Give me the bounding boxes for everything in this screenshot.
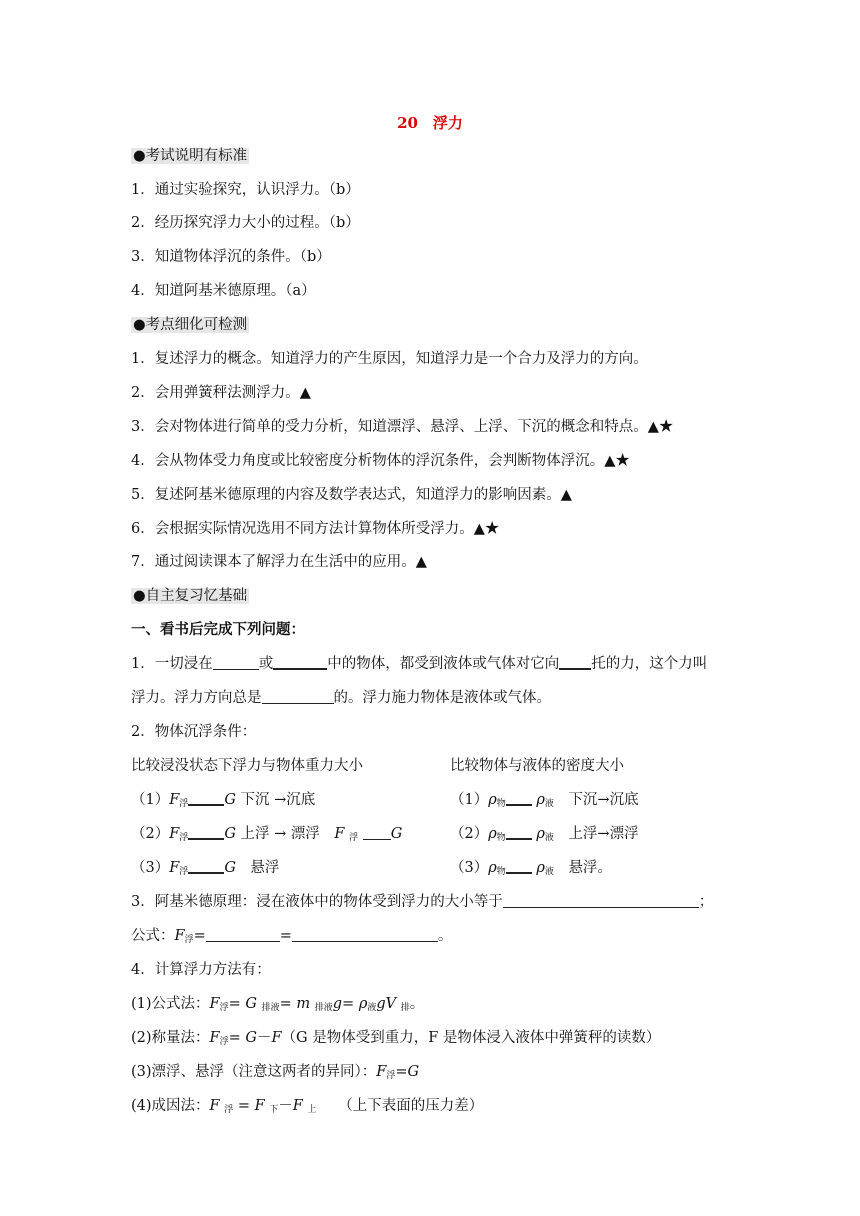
question-2: 2．物体沉浮条件： (131, 724, 257, 740)
list-item: 3．知道物体浮沉的条件。（b） (131, 249, 331, 265)
blank-field[interactable] (213, 655, 259, 670)
condition-left-3: $(3)F_浮$ G 悬浮 (131, 860, 280, 877)
list-item: 1．通过实验探究，认识浮力。（b） (131, 182, 360, 198)
page-title: 20 浮力 (397, 114, 463, 132)
condition-right-2: $(2)\rho_物$ $\rho_液$ 上浮→漂浮 (450, 826, 639, 843)
blank-field[interactable] (292, 927, 438, 942)
method-cause: (4)成因法：F $_浮$ = F $_下$－F $_上$ （上下表面的压力差） (131, 1098, 484, 1115)
blank-field[interactable] (506, 824, 532, 840)
right-column-heading: 比较物体与液体的密度大小 (450, 758, 624, 774)
list-item: 2．经历探究浮力大小的过程。（b） (131, 215, 360, 231)
blank-field[interactable] (188, 858, 224, 874)
list-item: 4．会从物体受力角度或比较密度分析物体的浮沉条件，会判断物体浮沉。▲★ (131, 453, 630, 469)
subheading: 一、看书后完成下列问题： (131, 621, 305, 638)
question-3: 3．阿基米德原理：浸在液体中的物体受到浮力的大小等于 ； (131, 894, 714, 910)
section-header-exam: ●考试说明有标准 (133, 148, 248, 164)
question-4: 4．计算浮力方法有： (131, 962, 271, 978)
list-item: 5．复述阿基米德原理的内容及数学表达式，知道浮力的影响因素。▲ (131, 487, 572, 503)
question-1-line-1: 1．一切浸在 或 中的物体，都受到液体或气体对它向 托的力，这个力叫 (131, 656, 708, 672)
list-item: 7．通过阅读课本了解浮力在生活中的应用。▲ (131, 554, 427, 570)
condition-left-1: $(1)F_浮$ G 下沉 →沉底 (131, 792, 316, 809)
blank-field[interactable] (273, 654, 327, 670)
blank-field[interactable] (206, 927, 280, 942)
list-item: 6．会根据实际情况选用不同方法计算物体所受浮力。▲★ (131, 521, 500, 537)
blank-field[interactable] (503, 893, 699, 908)
section-header-points: ●考点细化可检测 (133, 317, 248, 333)
method-formula: (1)公式法：$F_浮= G$ $_{排液}$= m $_{排液}g= \rho_液gV$ $_排$。 (131, 996, 425, 1013)
blank-field[interactable] (188, 790, 224, 806)
condition-left-2: $(2)F_浮$ G 上浮 → 漂浮 F $_浮$ G (131, 826, 403, 843)
blank-field[interactable] (262, 689, 334, 704)
blank-field[interactable] (506, 858, 532, 874)
blank-field[interactable] (559, 654, 591, 670)
blank-field[interactable] (188, 824, 224, 840)
blank-field[interactable] (506, 790, 532, 806)
list-item: 3．会对物体进行简单的受力分析，知道漂浮、悬浮、上浮、下沉的概念和特点。▲★ (131, 419, 674, 435)
list-item: 2．会用弹簧秤法测浮力。▲ (131, 385, 311, 401)
method-weighing: (2)称量法：$F_浮= G-F(G$ 是物体受到重力，F 是物体浸入液体中弹簧秤的读数） (131, 1030, 661, 1047)
condition-right-3: $(3)\rho_物$ $\rho_液$ 悬浮。 (450, 860, 612, 877)
method-floating: (3)漂浮、悬浮（注意这两者的异同）：$F_浮=G$ (131, 1064, 420, 1081)
left-column-heading: 比较浸没状态下浮力与物体重力大小 (131, 758, 363, 774)
blank-field[interactable] (363, 825, 391, 840)
list-item: 4．知道阿基米德原理。（a） (131, 283, 316, 299)
question-1-line-2: 浮力。浮力方向总是 的。浮力施力物体是液体或气体。 (131, 690, 551, 706)
formula-line: 公式：$F_浮=$ = 。 (131, 928, 453, 945)
list-item: 1．复述浮力的概念。知道浮力的产生原因，知道浮力是一个合力及浮力的方向。 (131, 351, 648, 367)
condition-right-1: $(1)\rho_物$ $\rho_液$ 下沉→沉底 (450, 792, 639, 809)
section-header-review: ●自主复习忆基础 (133, 588, 248, 604)
